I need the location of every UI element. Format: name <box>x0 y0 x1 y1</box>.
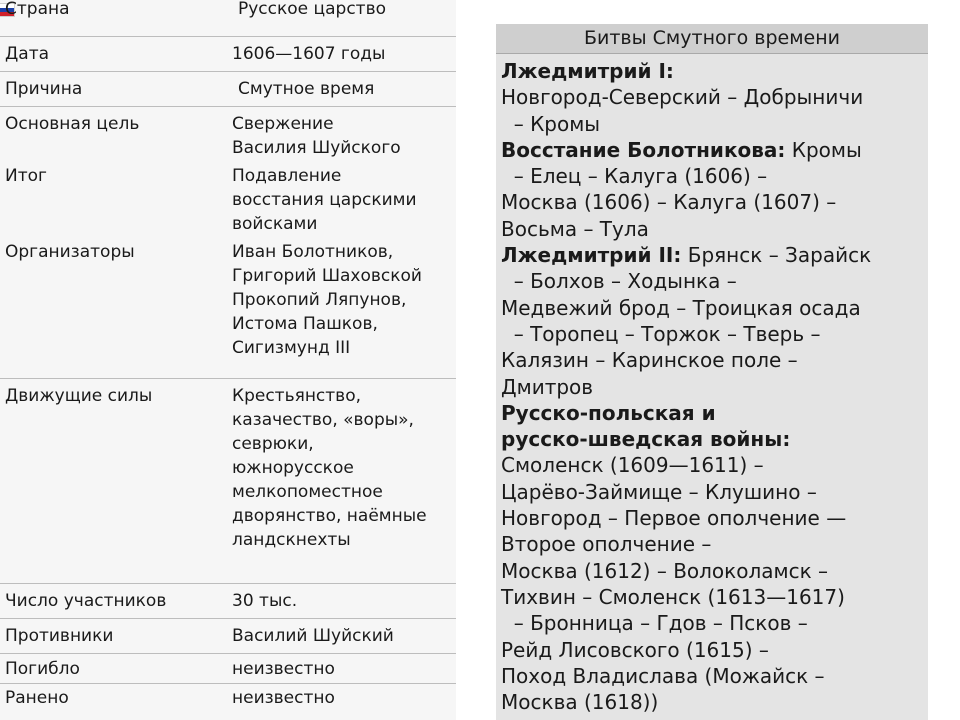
battle-line <box>501 531 928 557</box>
row-value: Василий Шуйский <box>232 626 394 646</box>
battles-title: Битвы Смутного времени <box>496 24 928 54</box>
battle-line <box>501 163 928 189</box>
battle-line <box>501 426 928 452</box>
battle-text: Москва (1612) – Волоколамск – <box>501 558 829 583</box>
battle-text: Новгород – Первое ополчение — <box>501 506 847 531</box>
row-driving-forces <box>0 378 456 583</box>
row-value: неизвестно <box>232 688 335 708</box>
battle-line <box>501 347 928 373</box>
battle-text: Брянск – Зарайск <box>681 243 872 268</box>
battle-line <box>501 189 928 215</box>
infobox-table <box>0 0 456 720</box>
row-wounded <box>0 683 456 720</box>
battle-line <box>501 242 928 268</box>
battle-line <box>501 479 928 505</box>
battle-text: Медвежий брод – Троицкая осада <box>501 295 861 320</box>
row-participants <box>0 583 456 618</box>
battle-line <box>501 663 928 689</box>
battle-line <box>501 558 928 584</box>
row-label: Основная цель <box>5 114 140 134</box>
battle-line <box>501 610 928 636</box>
battle-text: – Торопец – Торжок – Тверь – <box>501 321 821 346</box>
battle-line <box>501 268 928 294</box>
battle-heading: Восстание Болотникова: <box>501 137 786 162</box>
row-country <box>0 0 456 36</box>
row-date <box>0 36 456 71</box>
row-value: Свержение Василия Шуйского <box>232 114 401 158</box>
row-value: Русское царство <box>238 0 386 19</box>
row-cause <box>0 71 456 106</box>
battle-text: Рейд Лисовского (1615) – <box>501 637 769 662</box>
row-main-goal <box>0 106 456 158</box>
battle-line <box>501 295 928 321</box>
row-value: Подавление восстания царскими войсками <box>232 166 417 234</box>
battle-text: Второе ополчение – <box>501 532 712 557</box>
battle-line <box>501 400 928 426</box>
battle-line <box>501 84 928 110</box>
row-label: Погибло <box>5 659 80 679</box>
row-label: Движущие силы <box>5 386 153 406</box>
battle-text: – Бронница – Гдов – Псков – <box>501 611 808 636</box>
battle-line <box>501 584 928 610</box>
battles-panel <box>496 24 928 720</box>
battle-text: Москва (1606) – Калуга (1607) – <box>501 190 837 215</box>
battles-list <box>496 54 928 715</box>
row-value: Иван Болотников, Григорий Шаховской Прокопий Ляпунов, Истома Пашков, Сигизмунд III <box>232 242 422 358</box>
battle-line <box>501 452 928 478</box>
battle-text: Москва (1618)) <box>501 690 659 715</box>
battle-text: Восьма – Тула <box>501 216 649 241</box>
row-label: Причина <box>5 79 83 99</box>
row-label: Итог <box>5 166 47 186</box>
battle-heading: Русско-польская и <box>501 400 716 425</box>
row-result <box>0 158 456 234</box>
battle-line <box>501 137 928 163</box>
row-label: Число участников <box>5 591 167 611</box>
battle-text: Царёво-Займище – Клушино – <box>501 479 817 504</box>
row-value: 30 тыс. <box>232 591 298 611</box>
battle-heading: русско-шведская войны: <box>501 427 791 452</box>
battle-line <box>501 689 928 715</box>
row-label: Страна <box>5 0 70 19</box>
row-label: Противники <box>5 626 114 646</box>
row-value: Крестьянство, казачество, «воры», севрюки, южнорусское мелкопоместное дворянство, наёмные ландскнехты <box>232 386 427 550</box>
battle-heading: Лжедмитрий II: <box>501 243 682 268</box>
battle-line <box>501 374 928 400</box>
battle-text: – Елец – Калуга (1606) – <box>501 164 768 189</box>
battle-text: Дмитров <box>501 374 594 399</box>
battle-text: Смоленск (1609—1611) – <box>501 453 764 478</box>
battle-text: Калязин – Каринское поле – <box>501 348 798 373</box>
battle-heading: Лжедмитрий I: <box>501 59 674 83</box>
battle-line <box>501 321 928 347</box>
battle-line <box>501 58 928 84</box>
row-value: неизвестно <box>232 659 335 679</box>
battle-text: – Болхов – Ходынка – <box>501 269 737 294</box>
battle-line <box>501 637 928 663</box>
row-label: Дата <box>5 44 50 64</box>
row-killed <box>0 653 456 683</box>
battle-line <box>501 111 928 137</box>
battle-text: Тихвин – Смоленск (1613—1617) <box>501 584 845 609</box>
row-opponents <box>0 618 456 653</box>
row-value: Смутное время <box>238 79 375 99</box>
row-value: 1606—1607 годы <box>232 44 386 64</box>
battle-line <box>501 505 928 531</box>
battle-line <box>501 216 928 242</box>
row-organizers <box>0 234 456 378</box>
row-label: Ранено <box>5 688 69 708</box>
battle-text: Новгород-Северский – Добрыничи <box>501 85 864 110</box>
battle-text: Кромы <box>785 137 862 162</box>
battle-text: – Кромы <box>501 111 601 136</box>
battle-text: Поход Владислава (Можайск – <box>501 663 825 688</box>
row-label: Организаторы <box>5 242 135 262</box>
